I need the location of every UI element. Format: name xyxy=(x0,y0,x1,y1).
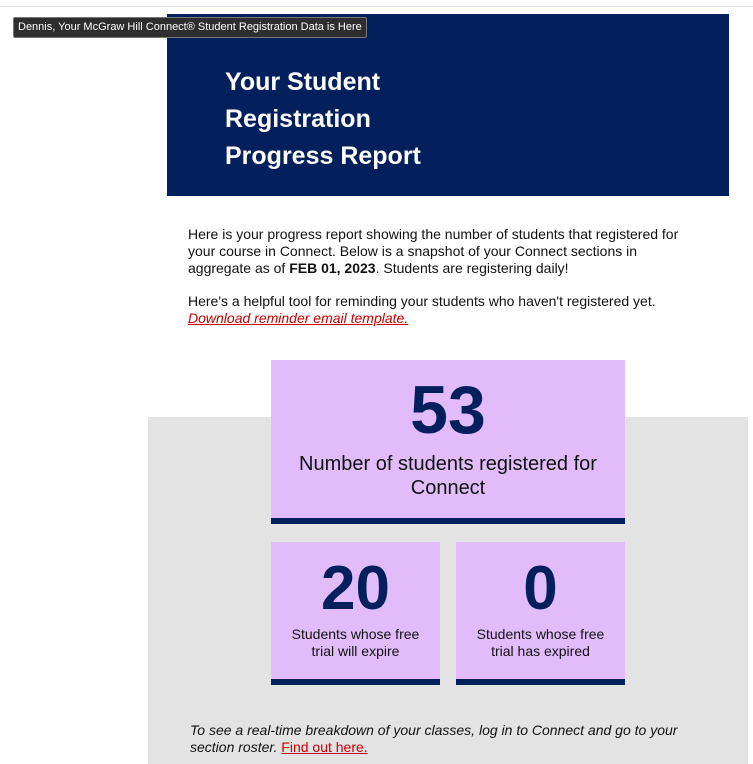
intro-text-end: . Students are registering daily! xyxy=(375,260,569,276)
intro-text-start: Here is your progress report showing the number of students that registered for your course in Connect. Below is a snapshot of your Connect sections in aggregate as of xyxy=(188,226,679,276)
trial-expiring-card xyxy=(271,542,440,685)
trial-expired-count: 0 xyxy=(523,554,558,623)
registered-count: 53 xyxy=(410,372,486,448)
trial-expiring-label: Students whose free trial will expire xyxy=(291,626,420,659)
report-date: FEB 01, 2023 xyxy=(289,260,376,276)
registered-label: Number of students registered for Connect xyxy=(299,453,597,499)
top-divider xyxy=(0,6,753,7)
reminder-text: Here's a helpful tool for reminding your students who haven't registered yet. xyxy=(188,293,656,309)
trial-expired-label: Students whose free trial has expired xyxy=(476,626,605,659)
trial-expiring-count: 20 xyxy=(321,554,390,623)
download-template-link[interactable]: Download reminder email template. xyxy=(188,310,409,326)
reminder-paragraph xyxy=(188,293,688,327)
trial-expired-card xyxy=(456,542,625,685)
registered-students-card xyxy=(271,360,625,524)
intro-paragraph xyxy=(188,226,688,277)
report-header-banner xyxy=(167,14,729,196)
intro-text xyxy=(188,226,688,327)
find-out-here-link[interactable]: Find out here. xyxy=(281,739,368,755)
roster-note xyxy=(190,722,710,756)
roster-note-text: To see a real-time breakdown of your classes, log in to Connect and go to your section roster. xyxy=(190,722,678,755)
subject-tooltip: Dennis, Your McGraw Hill Connect® Student Registration Data is Here xyxy=(13,17,367,38)
page-title: Your Student Registration Progress Report xyxy=(225,68,421,170)
